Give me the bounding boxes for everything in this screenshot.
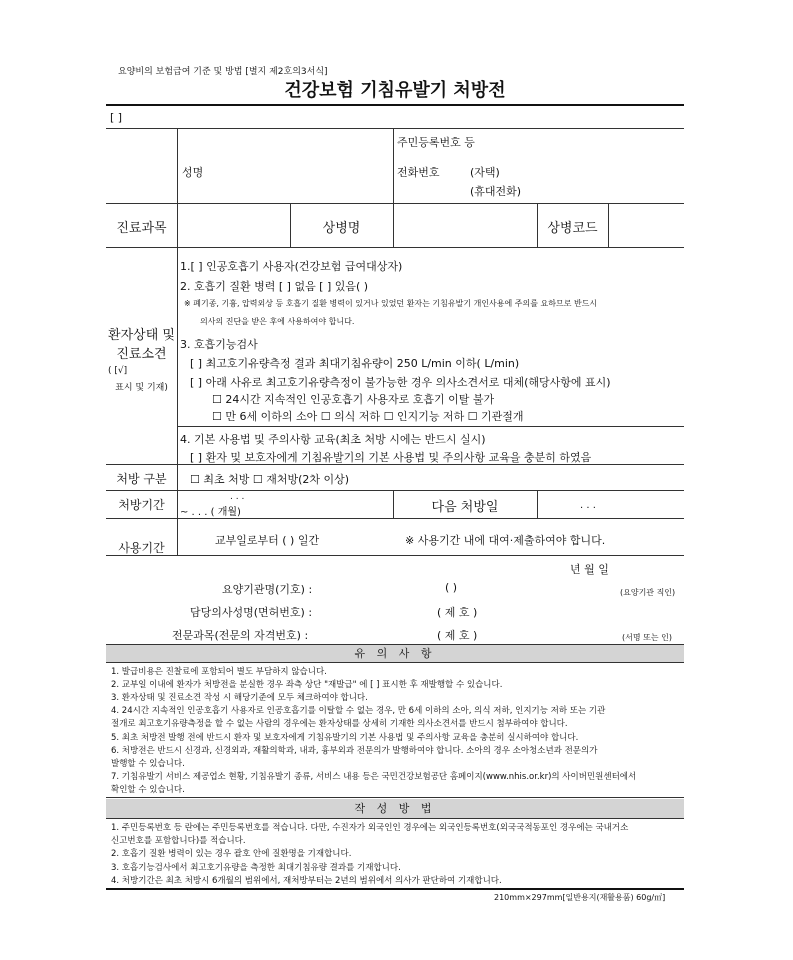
note-item: 절개로 최고호기유량측정을 할 수 없는 사람의 경우에는 환자상태를 상세히 기재한 의사소견서를 반드시 첨부하여야 합니다.	[111, 719, 568, 730]
status-label-line3: ( [√]	[108, 366, 128, 376]
next-prescription-date[interactable]: . . .	[580, 500, 596, 511]
signature-note: (서명 또는 인)	[622, 633, 672, 642]
form-reference: 요양비의 보험급여 기준 및 방법 [별지 제2호의3서식]	[118, 67, 328, 77]
use-period-label: 사용기간	[118, 541, 165, 555]
doctor-label: 담당의사성명(면허번호) :	[190, 606, 313, 619]
page-title: 건강보험 기침유발기 처방전	[284, 80, 506, 101]
prescription-type-options[interactable]: ☐ 최초 처방 ☐ 재처방(2차 이상)	[190, 473, 350, 486]
status-item-2: 2. 호흡기 질환 병력 [ ] 없음 [ ] 있음( )	[180, 280, 369, 293]
note-item: 2. 교부일 이내에 환자가 처방전을 분실한 경우 좌측 상단 "재발급" 에 [ ] 표시한 후 재발행할 수 있습니다.	[111, 680, 503, 691]
use-period-note: ※ 사용기간 내에 대여·제출하여야 합니다.	[405, 534, 606, 547]
prescription-type-label: 처방 구분	[116, 472, 167, 486]
status-label-line4: 표시 및 기재)	[115, 383, 168, 393]
status-item-1: 1.[ ] 인공호흡기 사용자(건강보험 급여대상자)	[180, 260, 403, 273]
status-item-4a: [ ] 환자 및 보호자에게 기침유발기의 기본 사용법 및 주의사항 교육을 충분히 하였음	[190, 451, 592, 464]
notes-title: 유 의 사 항	[106, 645, 684, 662]
status-item-2-note-1: ※ 폐기종, 기흉, 압력외상 등 호흡기 질환 병력이 있거나 있었던 환자는 기침유발기 개인사용에 주의를 요하므로 반드시	[184, 299, 598, 308]
status-item-2-note-2: 의사의 진단을 받은 후에 사용하여야 합니다.	[200, 317, 355, 326]
disease-code-label: 상병코드	[547, 221, 598, 236]
note-item: 확인할 수 있습니다.	[111, 784, 185, 795]
method-item: 신고번호를 포함합니다)를 적습니다.	[111, 836, 246, 847]
institution-label: 요양기관명(기호) :	[222, 583, 313, 596]
disease-name-label: 상병명	[322, 221, 361, 236]
specialty-number-field[interactable]: ( 제 호 )	[437, 629, 478, 642]
note-item: 3. 환자상태 및 진료소견 작성 시 해당기준에 모두 체크하여야 합니다.	[111, 693, 368, 704]
period-start-dots: . . .	[230, 492, 245, 502]
note-item: 7. 기침유발기 서비스 제공업소 현황, 기침유발기 종류, 서비스 내용 등은 국민건강보험공단 홈페이지(www.nhis.or.kr)의 사이버민원센터에서	[111, 771, 637, 782]
method-title: 작 성 방 법	[106, 799, 684, 818]
home-phone-label: (자택)	[470, 166, 500, 179]
note-item: 4. 24시간 지속적인 인공호흡기 사용자로 인공호흡기를 이탈할 수 없는 경우, 만 6세 이하의 소아, 의식 저하, 인지기능 저하 또는 기관	[111, 706, 606, 717]
reissue-checkbox[interactable]: [ ]	[110, 111, 123, 124]
status-item-3b-2: ☐ 만 6세 이하의 소아 ☐ 의식 저하 ☐ 인지기능 저하 ☐ 기관절개	[212, 410, 524, 423]
institution-field[interactable]: ( )	[445, 581, 458, 594]
prescription-period-label: 처방기간	[118, 498, 165, 512]
note-item: 발행할 수 있습니다.	[111, 758, 185, 769]
note-item: 5. 최초 처방전 발행 전에 반드시 환자 및 보호자에게 기침유발기의 기본 사용법 및 주의사항 교육을 충분히 실시하여야 합니다.	[111, 732, 579, 743]
method-item: 2. 호흡기 질환 병력이 있는 경우 괄호 안에 질환명을 기재합니다.	[111, 849, 352, 860]
specialty-label: 전문과목(전문의 자격번호) :	[172, 629, 309, 642]
phone-label: 전화번호	[397, 166, 440, 179]
status-item-3a: [ ] 최고호기유량측정 결과 최대기침유량이 250 L/min 이하( L/min)	[190, 357, 520, 370]
resident-number-label: 주민등록번호 등	[397, 136, 475, 149]
method-item: 1. 주민등록번호 등 란에는 주민등록번호를 적습니다. 다만, 수진자가 외국인인 경우에는 외국인등록번호(외국국적동포인 경우에는 국내거소	[111, 823, 629, 833]
doctor-license-field[interactable]: ( 제 호 )	[437, 606, 478, 619]
status-label-line1: 환자상태 및	[108, 328, 175, 343]
issue-date: 년 월 일	[570, 563, 609, 576]
method-item: 4. 처방기간은 최초 처방시 6개월의 범위에서, 재처방부터는 2년의 범위에서 의사가 판단하여 기재합니다.	[111, 875, 502, 886]
paper-spec: 210mm×297mm[일반용지(재활용품) 60g/㎡]	[494, 893, 666, 902]
name-label: 성명	[182, 166, 204, 179]
status-item-3b-1: ☐ 24시간 지속적인 인공호흡기 사용자로 호흡기 이탈 불가	[212, 393, 495, 406]
status-item-4: 4. 기본 사용법 및 주의사항 교육(최초 처방 시에는 반드시 실시)	[180, 433, 486, 446]
next-prescription-label: 다음 처방일	[431, 500, 499, 515]
use-period-text[interactable]: 교부일로부터 ( ) 일간	[215, 534, 320, 547]
status-label-line2: 진료소견	[116, 347, 167, 362]
institution-seal-note: (요양기관 직인)	[620, 588, 676, 597]
status-item-3b: [ ] 아래 사유로 최고호기유량측정이 불가능한 경우 의사소견서로 대체(해당사항에 표시)	[190, 376, 611, 389]
mobile-phone-label: (휴대전화)	[470, 185, 522, 198]
status-item-3: 3. 호흡기능검사	[180, 338, 258, 351]
note-item: 1. 발급비용은 진찰료에 포함되어 별도 부담하지 않습니다.	[111, 667, 327, 677]
note-item: 6. 처방전은 반드시 신경과, 신경외과, 재활의학과, 내과, 흉부외과 전문의가 발행하여야 합니다. 소아의 경우 소아청소년과 전문의가	[111, 745, 598, 756]
department-label: 진료과목	[116, 221, 167, 236]
method-item: 3. 호흡기능검사에서 최고호기유량을 측정한 최대기침유량 결과를 기재합니다.	[111, 862, 401, 873]
period-end-field[interactable]: ~ . . . ( 개월)	[180, 507, 241, 518]
